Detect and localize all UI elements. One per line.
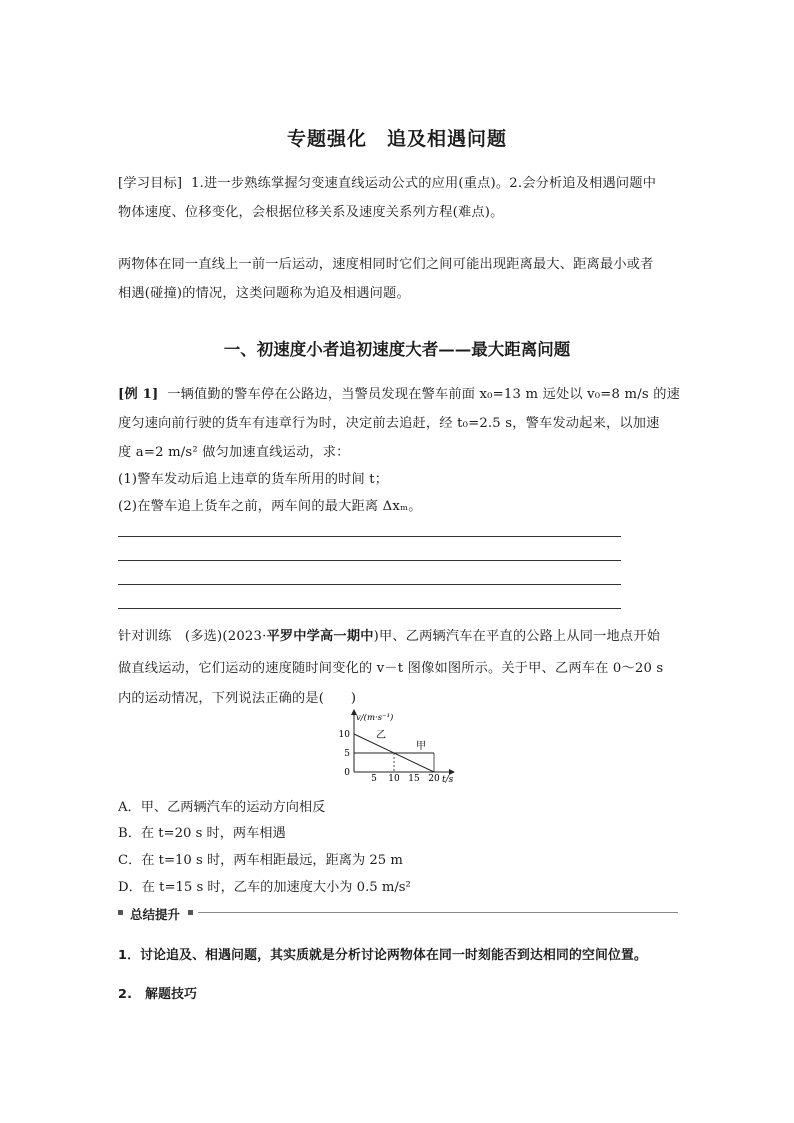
practice-source: 平罗中学高一期中 xyxy=(266,629,374,644)
intro-line-2: 相遇(碰撞)的情况，这类问题称为追及相遇问题。 xyxy=(118,286,410,301)
answer-line xyxy=(118,608,621,609)
x-axis-label: t/s xyxy=(442,775,454,784)
x-tick-label: 10 xyxy=(388,774,400,784)
y-tick-label: 0 xyxy=(344,768,350,778)
option-a[interactable]: A．甲、乙两辆汽车的运动方向相反 xyxy=(118,800,326,815)
x-tick-label: 15 xyxy=(408,774,420,784)
example-line-1 xyxy=(118,383,680,402)
practice-text-1c: )甲、乙两辆汽车在平直的公路上从同一地点开始 xyxy=(373,629,661,644)
practice-line-1 xyxy=(118,625,660,644)
practice-text-1a: 针对训练 (多选)(2023· xyxy=(118,629,267,644)
vt-chart xyxy=(330,708,460,784)
summary-header xyxy=(118,906,678,920)
example-question-1: (1)警车发动后追上违章的货车所用的时间 t； xyxy=(118,472,389,487)
option-d[interactable]: D．在 t=15 s 时，乙车的加速度大小为 0.5 m/s² xyxy=(118,880,411,895)
summary-point-2: 2. 解题技巧 xyxy=(118,987,198,1002)
answer-line xyxy=(118,584,621,585)
summary-label: 总结提升 xyxy=(130,907,181,922)
example-line-2: 度匀速向前行驶的货车有违章行为时，决定前去追赶，经 t₀=2.5 s，警车发动起来，以加速 xyxy=(118,416,660,431)
answer-line xyxy=(118,536,621,537)
y-tick-label: 5 xyxy=(344,749,350,759)
square-bullet-icon xyxy=(188,910,193,915)
summary-point-1: 1．讨论追及、相遇问题，其实质就是分析讨论两物体在同一时刻能否到达相同的空间位置。 xyxy=(118,948,647,963)
objectives-text-1: 1.进一步熟练掌握匀变速直线运动公式的应用(重点)。2.会分析追及相遇问题中 xyxy=(191,176,657,191)
practice-line-3: 内的运动情况，下列说法正确的是( ) xyxy=(118,691,357,706)
section-heading-1: 一、初速度小者追初速度大者——最大距离问题 xyxy=(223,340,571,359)
series-label-jia: 甲 xyxy=(416,741,426,752)
example-question-2: (2)在警车追上货车之前，两车间的最大距离 Δxₘ。 xyxy=(118,499,422,514)
example-tag: [例 1] xyxy=(118,387,159,402)
answer-line xyxy=(118,560,621,561)
example-line-3: 度 a=2 m/s² 做匀加速直线运动，求： xyxy=(118,445,350,460)
example-text-1: 一辆值勤的警车停在公路边，当警员发现在警车前面 x₀=13 m 远处以 v₀=8 m/s 的速 xyxy=(167,387,680,402)
practice-line-2: 做直线运动，它们运动的速度随时间变化的 v－t 图像如图所示。关于甲、乙两车在 0～20 s xyxy=(118,661,664,676)
objectives-tag: [学习目标] xyxy=(118,176,183,191)
x-tick-label: 5 xyxy=(371,774,377,784)
option-c[interactable]: C．在 t=10 s 时，两车相距最远，距离为 25 m xyxy=(118,853,403,868)
square-bullet-icon xyxy=(118,910,123,915)
learning-objectives-line-2: 物体速度、位移变化，会根据位移关系及速度关系列方程(难点)。 xyxy=(118,205,504,220)
page-title: 专题强化 追及相遇问题 xyxy=(286,128,507,150)
y-axis-label: v/(m·s⁻¹) xyxy=(356,713,394,723)
learning-objectives-line-1 xyxy=(118,172,656,191)
y-tick-label: 10 xyxy=(338,730,350,740)
summary-rule xyxy=(198,912,678,913)
series-label-yi: 乙 xyxy=(376,730,386,741)
option-b[interactable]: B．在 t=20 s 时，两车相遇 xyxy=(118,826,286,841)
x-tick-label: 20 xyxy=(428,774,440,784)
intro-line-1: 两物体在同一直线上一前一后运动，速度相同时它们之间可能出现距离最大、距离最小或者 xyxy=(118,257,654,272)
